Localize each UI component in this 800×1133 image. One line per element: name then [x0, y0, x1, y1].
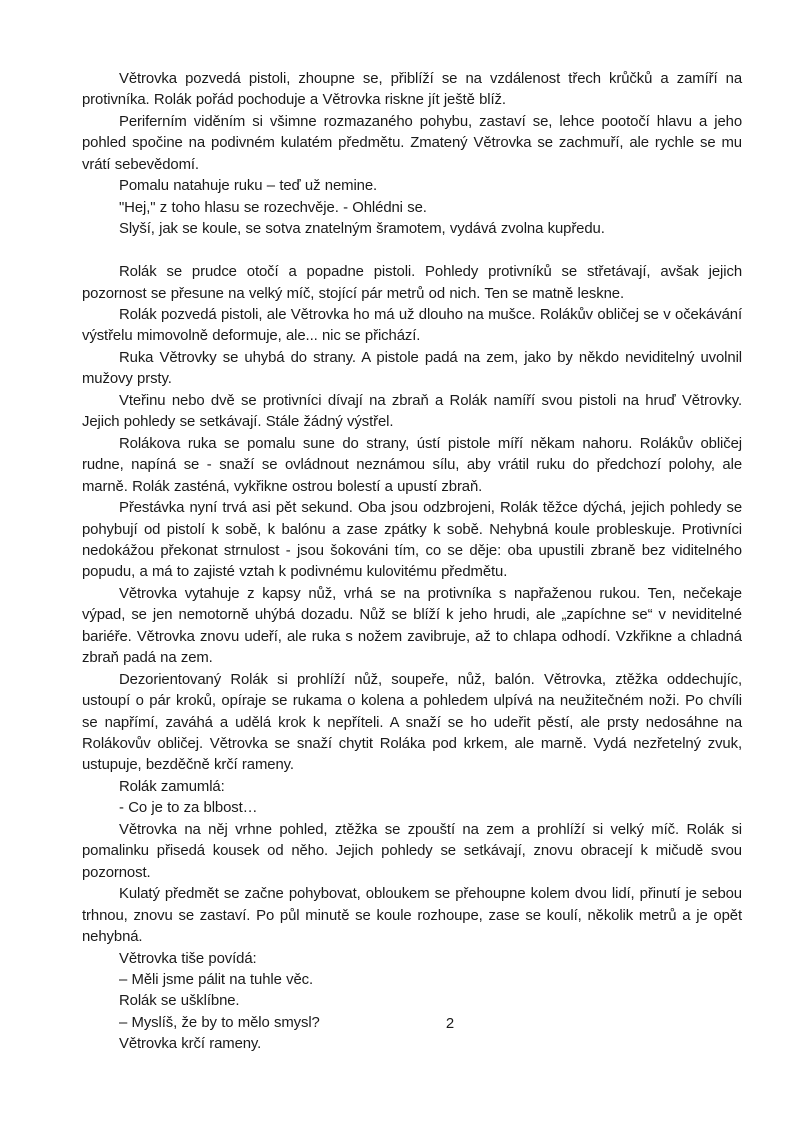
paragraph: Slyší, jak se koule, se sotva znatelným šramotem, vydává zvolna kupředu.	[119, 221, 605, 238]
paragraph: Větrovka krčí rameny.	[119, 1036, 262, 1053]
paragraph: Periferním viděním si všimne rozmazaného pohybu, zastaví se, lehce pootočí hlavu a jeho pohled spočine na podivném kulatém předmětu. Zmatený Větrovka se zachmuří, ale rychle se mu vrátí sebevědomí.	[82, 113, 742, 173]
paragraph: Větrovka vytahuje z kapsy nůž, vrhá se na protivníka s napřaženou rukou. Ten, nečekaje výpad, se jen nemotorně uhýbá dozadu. Nůž se blíží k jeho hrudi, ale „zapíchne se“ v neviditelné bariéře. Větrovka znovu udeří, ale ruka s nožem zavibruje, až to chlapa odhodí. Vzkřikne a chladná zbraň padá na zem.	[82, 585, 742, 667]
paragraph: Větrovka tiše povídá:	[119, 950, 257, 967]
paragraph: Vteřinu nebo dvě se protivníci dívají na zbraň a Rolák namíří svou pistoli na hruď Větrovky. Jejich pohledy se setkávají. Stále žádný výstřel.	[82, 392, 742, 431]
paragraph: Rolákova ruka se pomalu sune do strany, ústí pistole míří někam nahoru. Rolákův obličej rudne, napíná se - snaží se ovládnout neznámou sílu, aby vrátil ruku do předchozí polohy, ale marně. Rolák zasténá, vykřikne ostrou bolestí a upustí zbraň.	[82, 435, 742, 495]
paragraph: - Co je to za blbost…	[119, 800, 258, 817]
page-number: 2	[445, 1016, 455, 1032]
paragraph: Přestávka nyní trvá asi pět sekund. Oba jsou odzbrojeni, Rolák těžce dýchá, jejich pohledy se pohybují od pistolí k sobě, k balónu a zase zpátky k sobě. Nehybná koule probleskuje. Protivníci nedokážou překonat strnulost - jsou šokováni tím, co se děje: oba upustili zbraně bez viditelného popudu, a má to zajisté vztah k podivnému kulovitému předmětu.	[82, 500, 742, 581]
paragraph: Rolák pozvedá pistoli, ale Větrovka ho má už dlouho na mušce. Rolákův obličej se v očekávání výstřelu mimovolně deformuje, ale... nic se přichází.	[82, 306, 742, 345]
paragraph	[82, 241, 742, 262]
paragraph: – Měli jsme pálit na tuhle věc.	[119, 972, 314, 989]
paragraph: Větrovka pozvedá pistoli, zhoupne se, přiblíží se na vzdálenost třech krůčků a zamíří na protivníka. Rolák pořád pochoduje a Větrovka riskne jít ještě blíž.	[82, 71, 742, 109]
document-body	[82, 69, 742, 1056]
paragraph: – Myslíš, že by to mělo smysl?	[119, 1014, 320, 1031]
paragraph: Dezorientovaný Rolák si prohlíží nůž, soupeře, nůž, balón. Větrovka, ztěžka oddechujíc, ustoupí o pár kroků, opíraje se rukama o kolena a pohledem ulpívá na neužitečném noži. Po chvíli se napřímí, zaváhá a udělá krok k nepříteli. A snaží se ho udeřit pěstí, ale prsty nedosáhne na Rolákovův obličej. Větrovka se snaží chytit Roláka pod krkem, ale marně. Vydá nezřetelný zvuk, ustupuje, bezděčně krčí rameny.	[82, 671, 742, 774]
paragraph: Ruka Větrovky se uhybá do strany. A pistole padá na zem, jako by někdo neviditelný uvolnil mužovy prsty.	[82, 349, 742, 388]
paragraph: Rolák se prudce otočí a popadne pistoli. Pohledy protivníků se střetávají, avšak jejich pozornost se přesune na velký míč, stojící pár metrů od nich. Ten se matně leskne.	[82, 264, 742, 302]
paragraph: Rolák zamumlá:	[119, 778, 225, 795]
paragraph: Kulatý předmět se začne pohybovat, obloukem se přehoupne kolem dvou lidí, přinutí je sebou trhnou, znovu se zastaví. Po půl minutě se koule rozhoupe, zase se koulí, několik metrů a je opět nehybná.	[82, 886, 742, 946]
paragraph: "Hej," z toho hlasu se rozechvěje. - Ohlédni se.	[119, 199, 427, 216]
paragraph: Větrovka na něj vrhne pohled, ztěžka se zpouští na zem a prohlíží si velký míč. Rolák si pomalinku přisedá kousek od něho. Jejich pohledy se setkávají, znovu obracejí k mičudě svou pozornost.	[82, 821, 742, 881]
paragraph: Rolák se ušklíbne.	[119, 993, 240, 1010]
paragraph: Pomalu natahuje ruku – teď už nemine.	[119, 178, 378, 195]
